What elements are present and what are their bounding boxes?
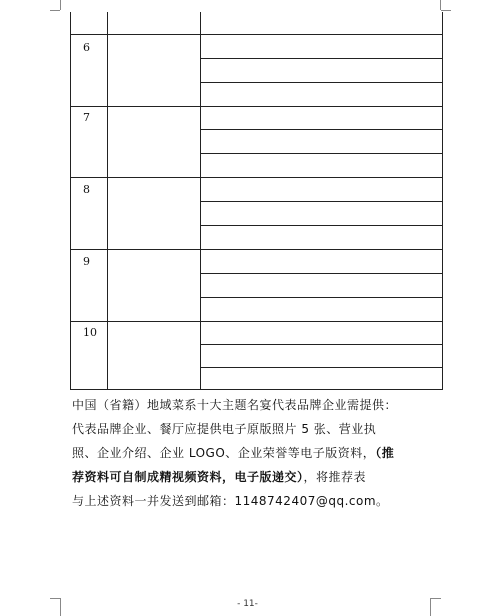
subrow-border: [200, 297, 442, 298]
row-border: [71, 177, 442, 178]
note-line-2: 代表品牌企业、餐厅应提供电子原版照片 5 张、营业执: [72, 422, 377, 436]
subrow-border: [200, 82, 442, 83]
subrow-border: [200, 201, 442, 202]
recommendation-table: [70, 12, 443, 390]
submission-note: [72, 393, 442, 513]
subrow-border: [200, 273, 442, 274]
note-line-3: [72, 441, 442, 465]
crop-mark-top-left-v: [60, 0, 61, 10]
row-border: [71, 249, 442, 250]
note-line-4-bold: 荐资料可自制成精视频资料，电子版递交）: [72, 470, 304, 484]
row-number-6: 6: [83, 41, 90, 54]
subrow-border: [200, 153, 442, 154]
row-number-8: 8: [83, 183, 90, 196]
subrow-border: [200, 58, 442, 59]
row-border: [71, 321, 442, 322]
row-number-9: 9: [83, 255, 90, 268]
note-line-3-bold: （推: [375, 446, 395, 460]
note-line-5: 与上述资料一并发送到邮箱：1148742407@qq.com。: [72, 494, 389, 508]
note-line-4-text: ，将推荐表: [303, 470, 367, 484]
row-number-10: 10: [83, 326, 97, 339]
note-line-4: [72, 465, 442, 489]
column-divider-1: [107, 12, 108, 389]
crop-mark-top-right-v: [440, 0, 441, 10]
note-line-1: 中国（省籍）地域菜系十大主题名宴代表品牌企业需提供：: [72, 398, 398, 412]
subrow-border: [200, 344, 442, 345]
row-border-top: [71, 34, 442, 35]
note-line-3-text: 照、企业介绍、企业 LOGO、企业荣誉等电子版资料，: [72, 446, 376, 460]
row-border: [71, 106, 442, 107]
row-number-7: 7: [83, 111, 90, 124]
subrow-border: [200, 225, 442, 226]
crop-mark-top-left-h: [50, 10, 60, 11]
subrow-border: [200, 129, 442, 130]
crop-mark-top-right-h: [441, 10, 451, 11]
subrow-border: [200, 367, 442, 368]
page-number: - 11-: [237, 599, 258, 609]
